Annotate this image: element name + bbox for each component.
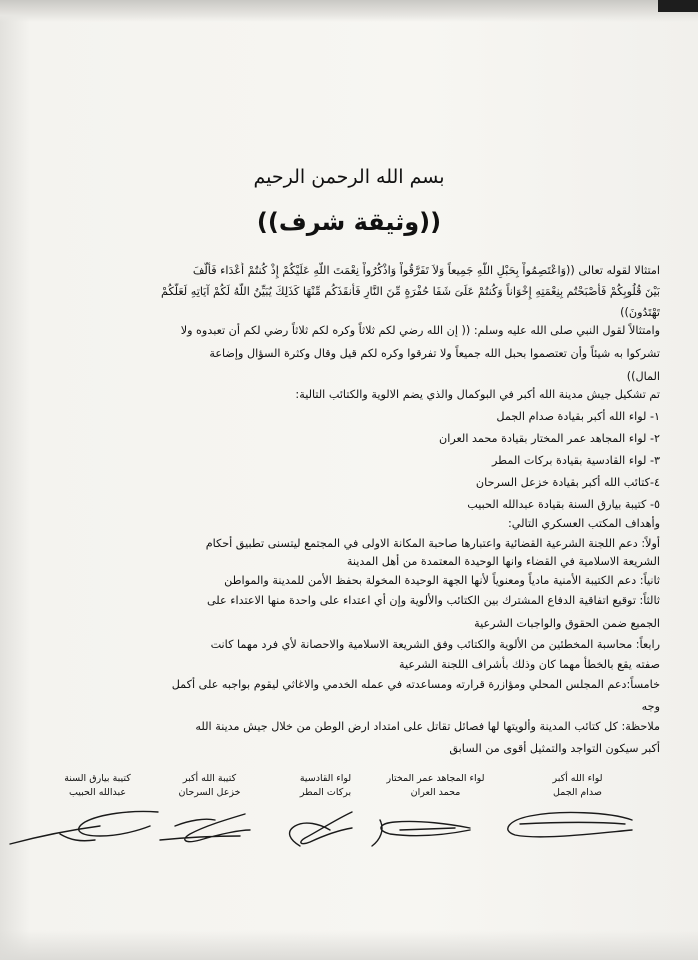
- body-line: وأهداف المكتب العسكري التالي:: [508, 517, 660, 530]
- bottom-shadow: [0, 930, 698, 960]
- signature-mark-5: [10, 811, 158, 844]
- list-item: ٢- لواء المجاهد عمر المختار بقيادة محمد العران: [439, 432, 660, 445]
- body-line: ثانياً: دعم الكتيبة الأمنية مادياً ومعنوياً لأنها الجهة الوحيدة المخولة بحفظ الأمن للمدينة والمواطن: [224, 574, 660, 587]
- list-item: ١- لواء الله أكبر بقيادة صدام الجمل: [496, 410, 660, 423]
- signature-unit: لواء الله أكبر: [552, 773, 603, 784]
- signature-unit: لواء القادسية: [299, 773, 352, 784]
- body-line: صفته يقع بالخطأ مهما كان وذلك بأشراف اللجنة الشرعية: [399, 658, 660, 671]
- top-fold-shadow: [0, 0, 698, 22]
- signature-unit: لواء المجاهد عمر المختار: [386, 773, 485, 784]
- list-item: ٤-كتائب الله أكبر بقيادة خزعل السرحان: [475, 476, 660, 489]
- body-line: وجه: [641, 700, 660, 713]
- signature-leader: خزعل السرحان: [178, 787, 241, 798]
- signature-leader: محمد العران: [410, 787, 461, 798]
- scan-corner: [658, 0, 698, 12]
- basmala-heading: بسم الله الرحمن الرحيم: [253, 166, 445, 188]
- signature-leader: صدام الجمل: [553, 787, 602, 798]
- body-line: بَيْنَ قُلُوبِكُمْ فَأَصْبَحْتُم بِنِعْمَتِهِ إِخْوَاناً وَكُنتُمْ عَلَىَ شَفَا حُفْرَةٍ مِّنَ النَّارِ فَأَنقَذَكُم مِّنْهَا كَذَلِكَ يُبَيِّنُ اللّهُ لَكُمْ آيَاتِهِ لَعَلَّكُمْ: [161, 285, 660, 298]
- signature-unit: كتيبة الله أكبر: [182, 773, 237, 784]
- signature-unit: كتيبة بيارق السنة: [64, 773, 131, 784]
- body-line: الجميع ضمن الحقوق والواجبات الشرعية: [474, 617, 660, 630]
- body-line: امتثالا لقوله تعالى ((وَاعْتَصِمُواْ بِحَبْلِ اللّهِ جَمِيعاً وَلاَ تَفَرَّقُواْ وَاذْكُرُواْ نِعْمَتَ اللّهِ عَلَيْكُمْ إِذْ كُنتُمْ أَعْدَاء فَأَلَّفَ: [192, 264, 660, 277]
- signature-leader: بركات المطر: [299, 787, 352, 798]
- body-line: المال)): [626, 370, 660, 383]
- body-line: ملاحظة: كل كتائب المدينة وألويتها لها فصائل تقاتل على امتداد ارض الوطن من خلال جيش مدينة الله: [195, 720, 660, 733]
- document-title: ((وثيقة شرف)): [256, 208, 442, 236]
- body-line: أولاً: دعم اللجنة الشرعية القضائية واعتبارها صاحبة المكانة الاولى في المجتمع ليتسنى تطبيق أحكام: [205, 537, 660, 550]
- body-line: تَهْتَدُونَ)): [620, 306, 660, 319]
- handwritten-signatures: [0, 790, 698, 860]
- body-line: تشركوا به شيئاً وأن تعتصموا بحبل الله جميعاً ولا تفرقوا وكره لكم قيل وقال وكثرة السؤال وإضاعة: [209, 347, 660, 360]
- list-item: ٣- لواء القادسية بقيادة بركات المطر: [492, 454, 660, 467]
- body-line: ثالثاً: توقيع اتفاقية الدفاع المشترك بين الكتائب والألوية وإن أي اعتداء على واحدة منها الاعتداء على: [206, 594, 660, 607]
- signature-mark-1: [508, 813, 632, 837]
- body-line: خامساً:دعم المجلس المحلي ومؤازرة قرارته ومساعدته في عمله الخدمي والاغاثي ليقوم بواجبه على أكمل: [171, 678, 660, 691]
- body-line: تم تشكيل جيش مدينة الله أكبر في البوكمال والذي يضم الالوية والكتائب التالية:: [295, 388, 660, 401]
- list-item: ٥- كتيبة بيارق السنة بقيادة عبدالله الحبيب: [467, 498, 660, 511]
- body-line: رابعاً: محاسبة المخطئين من الألوية والكتائب وفق الشريعة الاسلامية والاحصانة لأي فرد مهما كانت: [210, 638, 660, 651]
- body-line: أكبر سيكون التواجد والتمثيل أقوى من السابق: [449, 742, 660, 755]
- signature-leader: عبدالله الحبيب: [68, 787, 127, 798]
- body-line: الشريعة الاسلامية في القضاء وانها الوحيدة المعتمدة من أهل المدينة: [346, 555, 660, 568]
- signature-mark-3: [290, 812, 352, 846]
- body-line: وامتثالاً لقول النبي صلى الله عليه وسلم: (( إن الله رضي لكم ثلاثاً وكره لكم ثلاثاً رضي لكم أن تعبدوه ولا: [180, 324, 660, 337]
- signature-mark-4: [160, 814, 250, 842]
- signature-mark-2: [372, 820, 470, 846]
